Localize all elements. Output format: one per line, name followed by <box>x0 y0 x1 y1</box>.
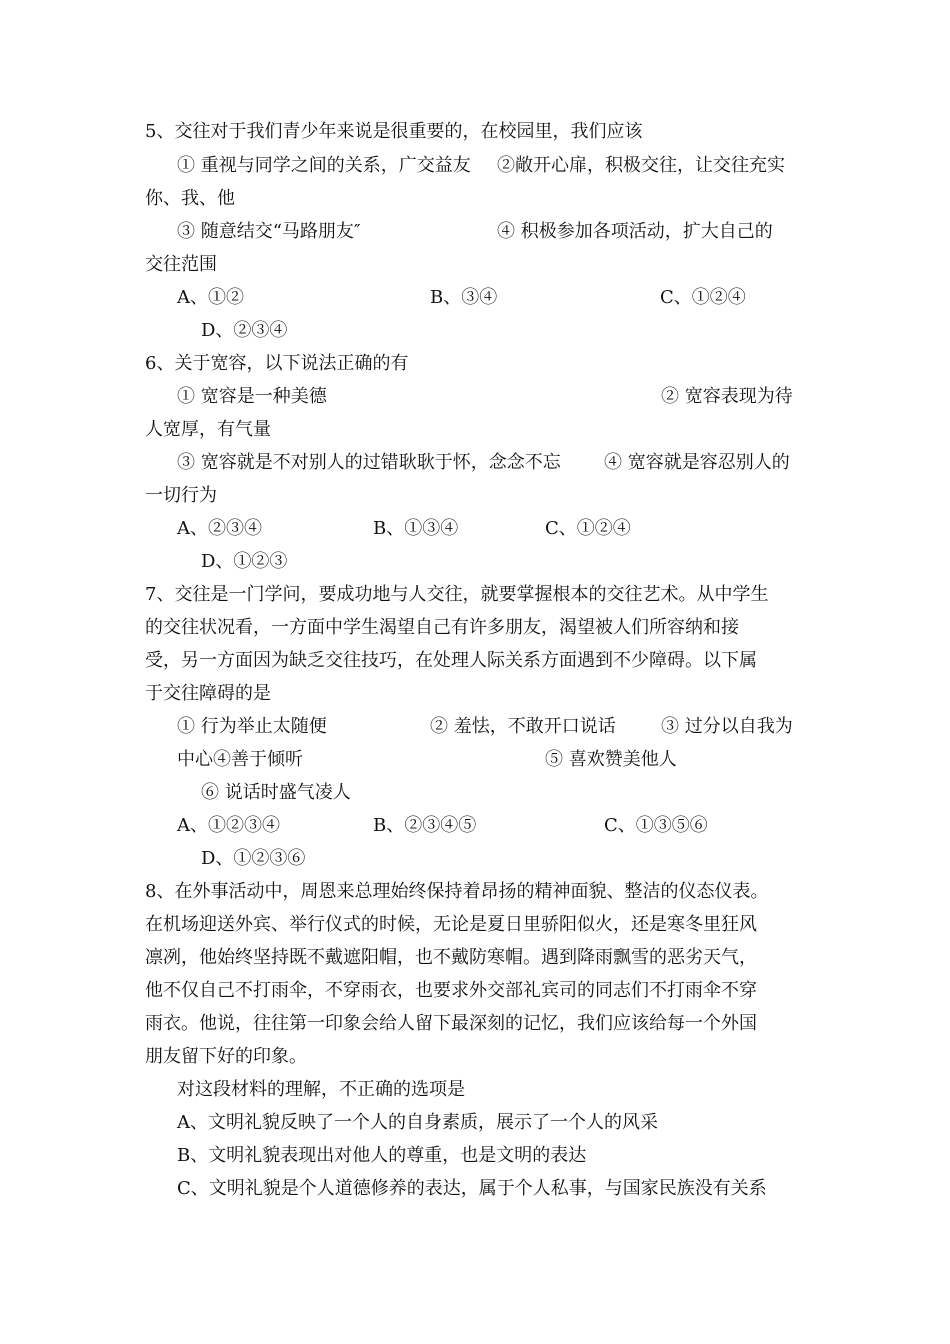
q8-stem-line-3: 凛冽，他始终坚持既不戴遮阳帽，也不戴防寒帽。遇到降雨飘雪的恶劣天气， <box>145 947 757 968</box>
q8-prompt: 对这段材料的理解，不正确的选项是 <box>177 1079 465 1100</box>
q6-option-2: ② 宽容表现为待 <box>661 386 793 407</box>
q6-option-4: ④ 宽容就是容忍别人的 <box>604 452 790 473</box>
q7-answer-b: B、②③④⑤ <box>373 815 477 836</box>
q6-stem: 6、关于宽容，以下说法正确的有 <box>145 353 409 374</box>
q8-stem-line-1: 8、在外事活动中，周恩来总理始终保持着昂扬的精神面貌、整洁的仪态仪表。 <box>145 881 769 902</box>
q7-stem-line-4: 于交往障碍的是 <box>145 683 271 704</box>
q5-answer-c: C、①②④ <box>660 287 746 308</box>
q5-option-4: ④ 积极参加各项活动，扩大自己的 <box>497 221 773 242</box>
q7-option-3: ③ 过分以自我为 <box>661 716 793 737</box>
q7-answer-d: D、①②③⑥ <box>201 848 306 869</box>
q8-answer-c: C、文明礼貌是个人道德修养的表达，属于个人私事，与国家民族没有关系 <box>177 1178 767 1199</box>
q5-answer-d: D、②③④ <box>201 320 288 341</box>
q6-option-2-cont: 人宽厚，有气量 <box>145 419 271 440</box>
q7-answer-c: C、①③⑤⑥ <box>604 815 708 836</box>
q8-answer-b: B、文明礼貌表现出对他人的尊重，也是文明的表达 <box>177 1145 587 1166</box>
q6-answer-d: D、①②③ <box>201 551 288 572</box>
q5-option-4-cont: 交往范围 <box>145 254 217 275</box>
q7-stem-line-3: 受，另一方面因为缺乏交往技巧，在处理人际关系方面遇到不少障碍。以下属 <box>145 650 757 671</box>
q6-answer-b: B、①③④ <box>373 518 459 539</box>
q7-option-6: ⑥ 说话时盛气凌人 <box>201 782 351 803</box>
q6-option-4-cont: 一切行为 <box>145 485 217 506</box>
q7-stem-line-2: 的交往状况看，一方面中学生渴望自己有许多朋友，渴望被人们所容纳和接 <box>145 617 739 638</box>
q7-stem-line-1: 7、交往是一门学问，要成功地与人交往，就要掌握根本的交往艺术。从中学生 <box>145 584 769 605</box>
q7-option-1: ① 行为举止太随便 <box>177 716 327 737</box>
q6-option-1: ① 宽容是一种美德 <box>177 386 327 407</box>
q5-option-1: ① 重视与同学之间的关系，广交益友 <box>177 155 471 176</box>
q8-stem-line-2: 在机场迎送外宾、举行仪式的时候，无论是夏日里骄阳似火，还是寒冬里狂风 <box>145 914 757 935</box>
q5-option-2: ②敞开心扉，积极交往，让交往充实 <box>497 155 785 176</box>
q6-answer-c: C、①②④ <box>545 518 631 539</box>
q8-stem-line-5: 雨衣。他说，往往第一印象会给人留下最深刻的记忆，我们应该给每一个外国 <box>145 1013 757 1034</box>
q6-answer-a: A、②③④ <box>177 518 262 539</box>
q8-stem-line-6: 朋友留下好的印象。 <box>145 1046 307 1067</box>
q7-option-3-cont: 中心④善于倾听 <box>177 749 303 770</box>
q5-option-2-cont: 你、我、他 <box>145 188 235 209</box>
q5-stem: 5、交往对于我们青少年来说是很重要的，在校园里，我们应该 <box>145 121 643 142</box>
q5-answer-b: B、③④ <box>430 287 498 308</box>
q8-stem-line-4: 他不仅自己不打雨伞，不穿雨衣，也要求外交部礼宾司的同志们不打雨伞不穿 <box>145 980 757 1001</box>
q8-answer-a: A、文明礼貌反映了一个人的自身素质，展示了一个人的风采 <box>177 1112 658 1133</box>
q7-answer-a: A、①②③④ <box>177 815 280 836</box>
q5-answer-a: A、①② <box>177 287 244 308</box>
q7-option-5: ⑤ 喜欢赞美他人 <box>545 749 677 770</box>
q5-option-3: ③ 随意结交“马路朋友″ <box>177 221 361 242</box>
q7-option-2: ② 羞怯，不敢开口说话 <box>430 716 616 737</box>
q6-option-3: ③ 宽容就是不对别人的过错耿耿于怀，念念不忘 <box>177 452 561 473</box>
